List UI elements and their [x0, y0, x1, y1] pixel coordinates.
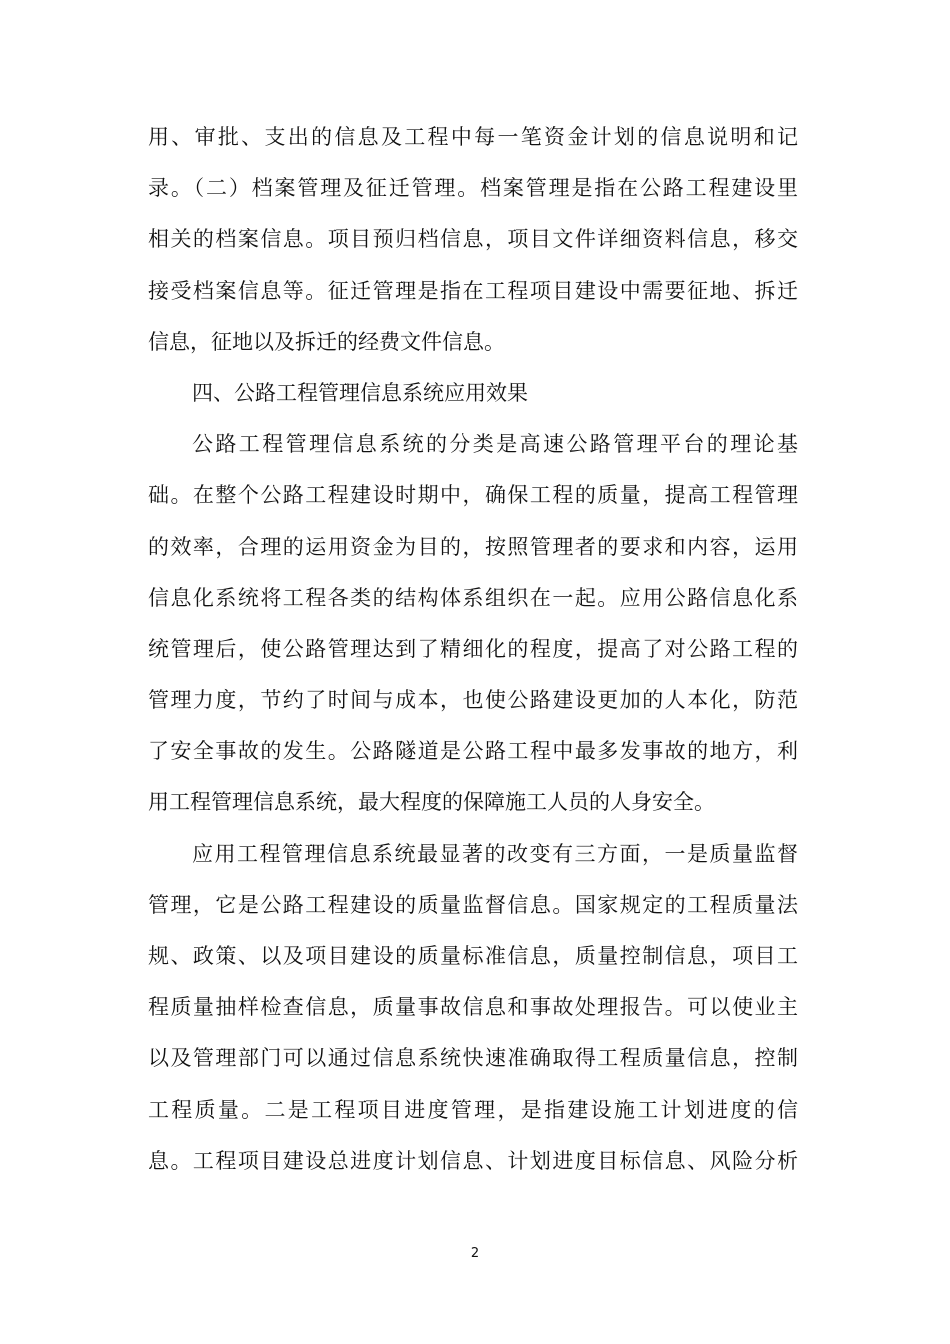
section-heading-text: 四、公路工程管理信息系统应用效果 [192, 380, 528, 405]
text-line: 用工程管理信息系统，最大程度的保障施工人员的人身安全。 [148, 790, 715, 815]
text-line: 管理力度，节约了时间与成本，也使公路建设更加的人本化，防范 [148, 688, 798, 713]
text-line: 息。工程项目建设总进度计划信息、计划进度目标信息、风险分析 [148, 1148, 798, 1173]
text-line: 信息，征地以及拆迁的经费文件信息。 [148, 329, 505, 354]
text-line: 用、审批、支出的信息及工程中每一笔资金计划的信息说明和记 [148, 125, 798, 149]
text-line: 管理，它是公路工程建设的质量监督信息。国家规定的工程质量法 [148, 892, 798, 917]
text-line: 础。在整个公路工程建设时期中，确保工程的质量，提高工程管理 [148, 483, 798, 508]
text-line: 规、政策、以及项目建设的质量标准信息，质量控制信息，项目工 [148, 944, 798, 968]
text-line: 工程质量。二是工程项目进度管理，是指建设施工计划进度的信 [148, 1097, 798, 1122]
body-text [148, 112, 798, 1187]
text-line: 相关的档案信息。项目预归档信息，项目文件详细资料信息，移交 [148, 227, 798, 252]
text-line: 信息化系统将工程各类的结构体系组织在一起。应用公路信息化系 [148, 585, 798, 610]
paragraph-effects [148, 419, 798, 829]
text-line: 应用工程管理信息系统最显著的改变有三方面，一是质量监督 [192, 841, 798, 866]
text-line: 统管理后，使公路管理达到了精细化的程度，提高了对公路工程的 [148, 636, 798, 661]
page-number: 2 [470, 1246, 480, 1261]
text-line: 以及管理部门可以通过信息系统快速准确取得工程质量信息，控制 [148, 1046, 798, 1071]
paragraph-continued [148, 112, 798, 368]
text-line: 公路工程管理信息系统的分类是高速公路管理平台的理论基 [192, 432, 798, 457]
text-line: 的效率，合理的运用资金为目的，按照管理者的要求和内容，运用 [148, 534, 798, 559]
text-line: 了安全事故的发生。公路隧道是公路工程中最多发事故的地方，利 [148, 739, 798, 764]
section-heading [148, 368, 798, 419]
text-line: 程质量抽样检查信息，质量事故信息和事故处理报告。可以使业主 [148, 995, 798, 1020]
text-line: 接受档案信息等。征迁管理是指在工程项目建设中需要征地、拆迁 [148, 278, 798, 303]
text-line: 录。（二）档案管理及征迁管理。档案管理是指在公路工程建设里 [148, 176, 798, 201]
paragraph-changes [148, 829, 798, 1187]
